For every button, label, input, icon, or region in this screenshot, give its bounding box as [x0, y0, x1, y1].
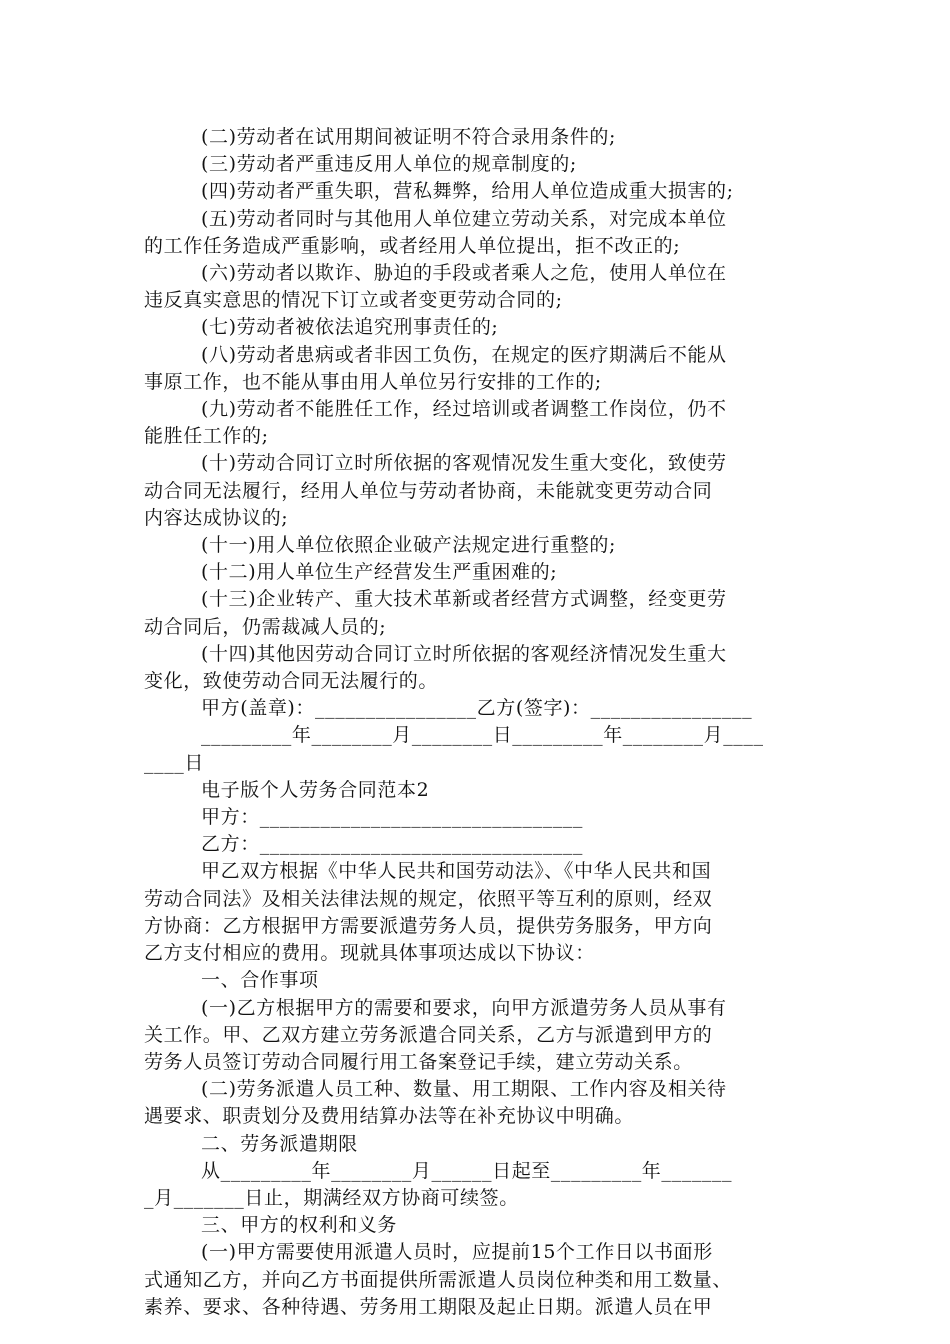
text-line: 乙方支付相应的费用。现就具体事项达成以下协议：	[144, 942, 595, 965]
text-line: 一、合作事项	[201, 969, 319, 992]
text-line: 事原工作，也不能从事由用人单位另行安排的工作的;	[144, 370, 602, 393]
text-line: 乙方：________________________________	[201, 833, 583, 856]
text-line: (八)劳动者患病或者非因工负伤，在规定的医疗期满后不能从	[201, 343, 727, 366]
text-line: 二、劳务派遣期限	[201, 1132, 358, 1155]
text-line: (二)劳动者在试用期间被证明不符合录用条件的;	[201, 126, 617, 148]
text-line: 劳动合同法》及相关法律法规的规定，依照平等互利的原则，经双	[144, 887, 713, 910]
text-line: (六)劳动者以欺诈、胁迫的手段或者乘人之危，使用人单位在	[201, 262, 727, 285]
text-line: 内容达成协议的;	[144, 506, 289, 529]
text-line: _月_______日止，期满经双方协商可续签。	[144, 1186, 519, 1209]
text-line: 从_________年________月______日起至_________年_______	[201, 1159, 733, 1182]
text-line: (二)劳务派遣人员工种、数量、用工期限、工作内容及相关待	[201, 1078, 727, 1101]
text-line: 动合同后，仍需裁减人员的;	[144, 615, 387, 638]
text-line: (十)劳动合同订立时所依据的客观情况发生重大变化，致使劳	[201, 452, 727, 475]
text-line: 动合同无法履行，经用人单位与劳动者协商，未能就变更劳动合同	[144, 479, 713, 502]
text-line: 能胜任工作的;	[144, 425, 269, 448]
text-line: 遇要求、职责划分及费用结算办法等在补充协议中明确。	[144, 1105, 635, 1128]
text-line: (十四)其他因劳动合同订立时所依据的客观经济情况发生重大	[201, 642, 727, 665]
text-line: 方协商：乙方根据甲方需要派遣劳务人员，提供劳务服务，甲方向	[144, 914, 713, 937]
text-line: ____日	[144, 751, 205, 774]
text-line: (一)乙方根据甲方的需要和要求，向甲方派遣劳务人员从事有	[201, 996, 727, 1019]
text-line: (十一)用人单位依照企业破产法规定进行重整的;	[201, 534, 617, 557]
text-line: (十二)用人单位生产经营发生严重困难的;	[201, 561, 558, 584]
text-line: (七)劳动者被依法追究刑事责任的;	[201, 316, 499, 339]
text-line: 素养、要求、各种待遇、劳务用工期限及起止日期。派遣人员在甲	[144, 1295, 713, 1318]
text-line: 关工作。甲、乙双方建立劳务派遣合同关系，乙方与派遣到甲方的	[144, 1023, 713, 1046]
text-line: 甲乙双方根据《中华人民共和国劳动法》、《中华人民共和国	[201, 860, 712, 883]
text-line: 的工作任务造成严重影响，或者经用人单位提出，拒不改正的;	[144, 234, 681, 257]
text-line: 式通知乙方，并向乙方书面提供所需派遣人员岗位种类和用工数量、	[144, 1268, 733, 1291]
text-line: (十三)企业转产、重大技术革新或者经营方式调整，经变更劳	[201, 588, 727, 611]
text-line: _________年________月________日_________年________月____	[201, 724, 764, 747]
text-line: 违反真实意思的情况下订立或者变更劳动合同的;	[144, 289, 563, 312]
text-line: (三)劳动者严重违反用人单位的规章制度的;	[201, 153, 577, 176]
text-line: 变化，致使劳动合同无法履行的。	[144, 670, 439, 693]
text-line: (九)劳动者不能胜任工作，经过培训或者调整工作岗位，仍不	[201, 398, 727, 421]
text-line: (四)劳动者严重失职，营私舞弊，给用人单位造成重大损害的;	[201, 180, 734, 203]
text-line: 甲方：________________________________	[201, 806, 583, 829]
text-line: 甲方(盖章)：________________乙方(签字)：________________	[201, 697, 753, 720]
text-line: 三、甲方的权利和义务	[201, 1214, 398, 1237]
text-line: (一)甲方需要使用派遣人员时，应提前15个工作日以书面形	[201, 1241, 713, 1264]
text-line: (五)劳动者同时与其他用人单位建立劳动关系，对完成本单位	[201, 207, 727, 230]
text-line: 劳务人员签订劳动合同履行用工备案登记手续，建立劳动关系。	[144, 1050, 693, 1073]
text-line: 电子版个人劳务合同范本2	[201, 778, 430, 801]
document-page	[144, 124, 809, 1321]
